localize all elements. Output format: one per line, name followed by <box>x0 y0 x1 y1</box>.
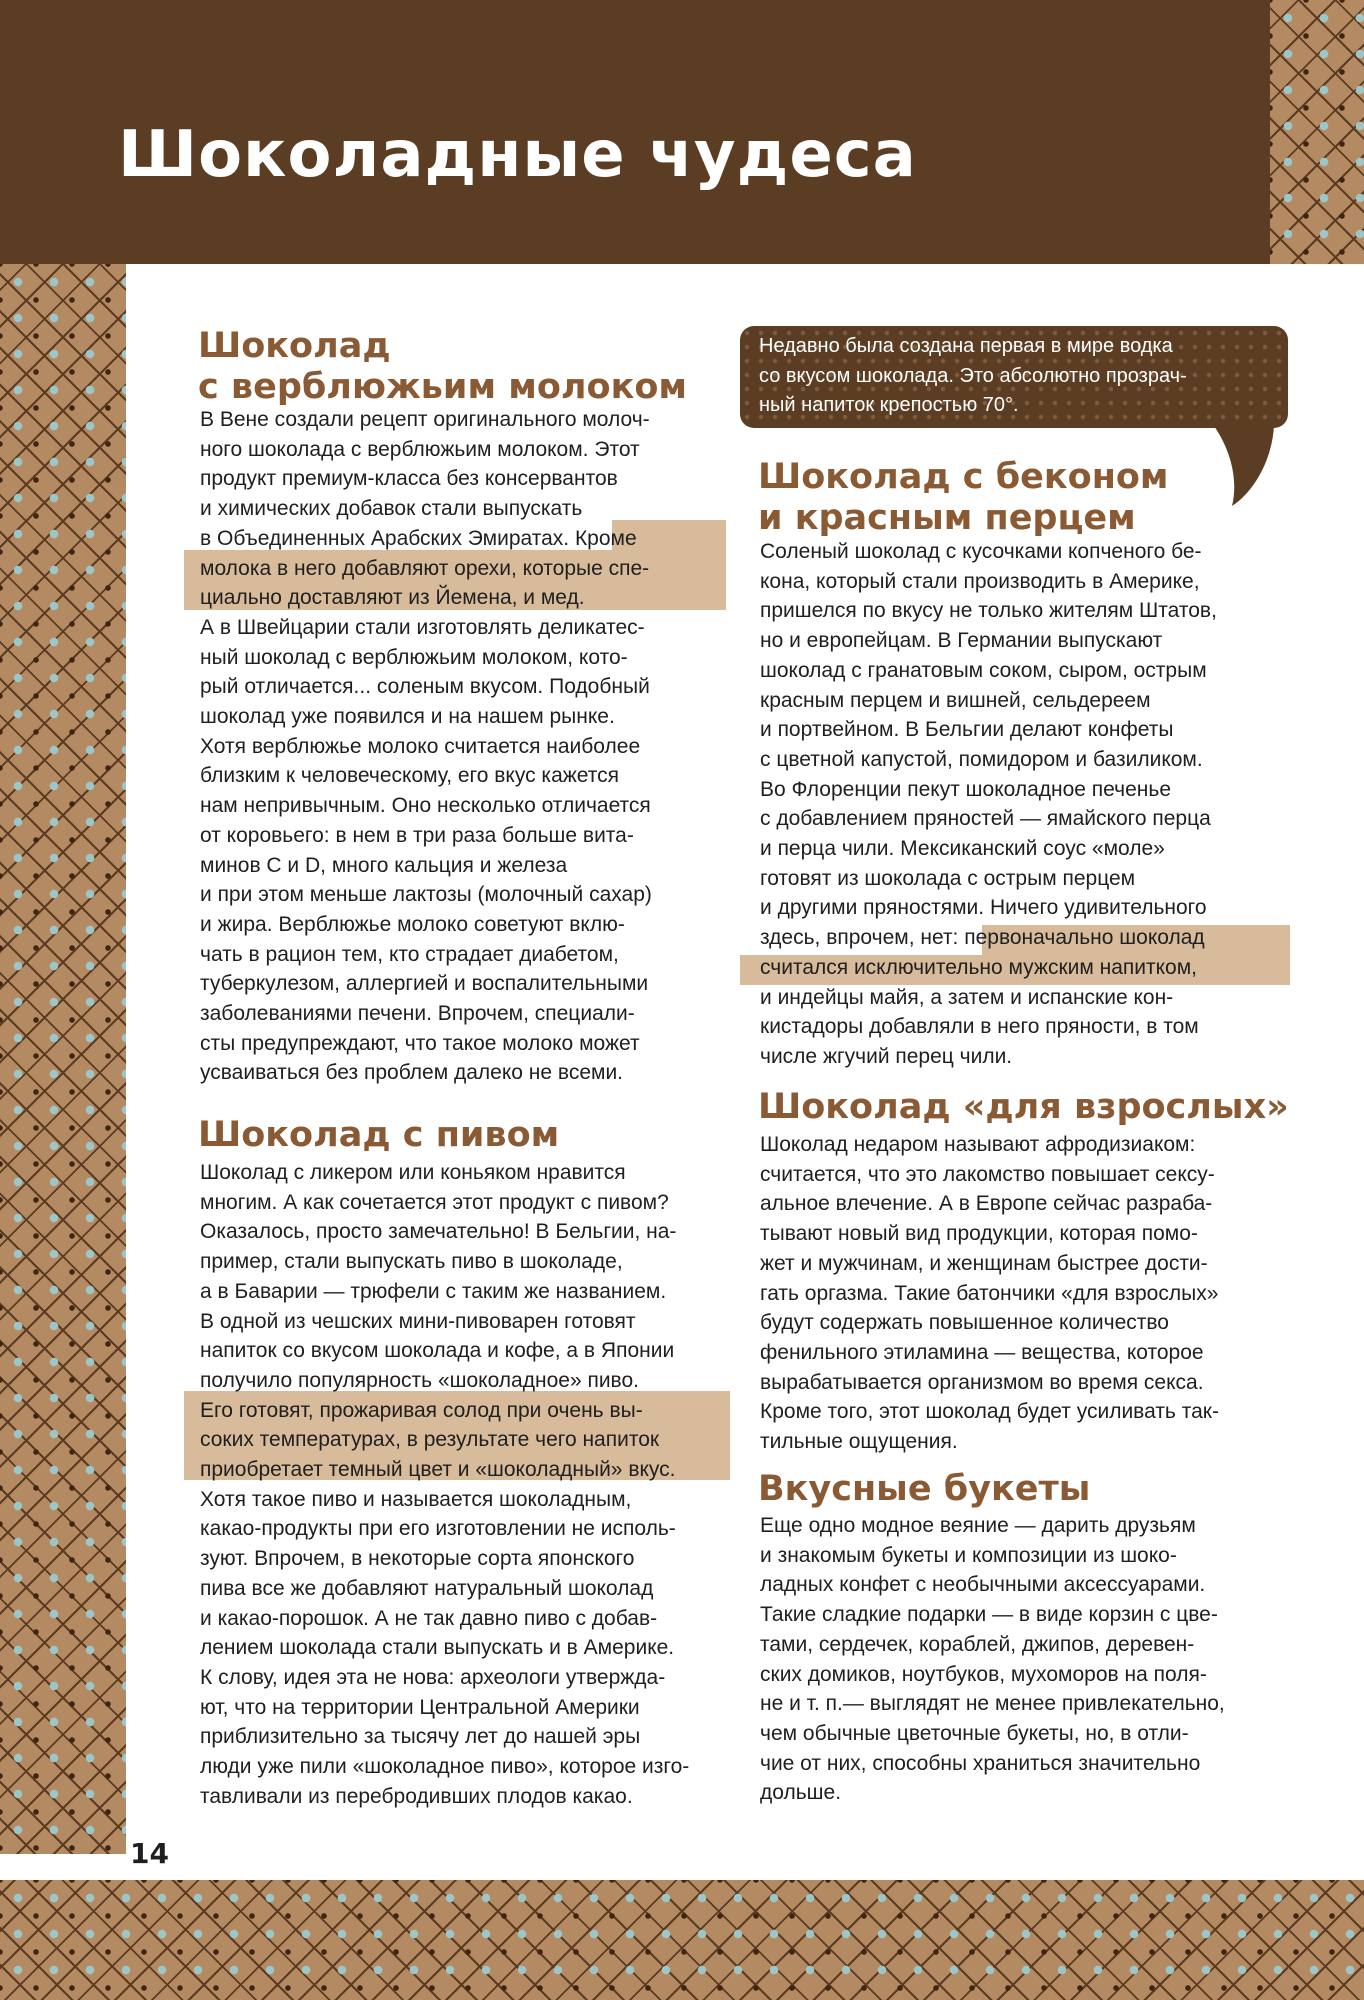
callout-text: Недавно была создана первая в мире водка со вкусом шоколада. Это абсолютно прозрач- ный напиток крепостью 70°. <box>759 335 1187 417</box>
section-title-bacon: Шоколад с беконом и красным перцем <box>758 457 1169 538</box>
decorative-pattern-left <box>0 264 126 1854</box>
page-number: 14 <box>130 1837 169 1870</box>
callout-tail <box>1214 426 1274 508</box>
section-text-camel-milk: В Вене создали рецепт оригинального молоч- ного шоколада с верблюжьим молоком. Этот продукт премиум-класса без консервантов и химических добавок стали выпускать в Объединенных Арабских Эмиратах. Кроме молока в него добавляют орехи, которые спе- циально доставляют из Йемена, и мед. А в Швейцарии стали изготовлять деликатес- ный шоколад с верблюжьим молоком, кото- рый отличается... соленым вкусом. Подобный шоколад уже появился и на нашем рынке. Хотя верблюжье молоко считается наиболее близким к человеческому, его вкус кажется нам непривычным. Оно несколько отличается от коровьего: в нем в три раза больше вита- минов С и D, много кальция и железа и при этом меньше лактозы (молочный сахар) и жира. Верблюжье молоко советуют вклю- чать в рацион тем, кто страдает диабетом, туберкулезом, аллергией и воспалительными заболеваниями печени. Впрочем, специали- сты предупреждают, что такое молоко может усваиваться без проблем далеко не всеми. <box>200 408 652 1085</box>
section-title-bouquets: Вкусные букеты <box>758 1469 1091 1509</box>
section-text-beer: Шоколад с ликером или коньяком нравится многим. А как сочетается этот продукт с пивом? Оказалось, просто замечательно! В Бельгии, на- пример, стали выпускать пиво в шоколаде, а в Баварии — трюфели с таким же названием. В одной из чешских мини-пивоварен готовят напиток со вкусом шоколада и кофе, а в Японии получило популярность «шоколадное» пиво. Его готовят, прожаривая солод при очень вы- соких температурах, в результате чего напиток приобретает темный цвет и «шоколадный» вкус. Хотя такое пиво и называется шоколадным, какао-продукты при его изготовлении не исполь- зуют. Впрочем, в некоторые сорта японского пива все же добавляют натуральный шоколад и какао-порошок. А не так давно пиво с добав- лением шоколада стали выпускать и в Америке. К слову, идея эта не нова: археологи утвержда- ют, что на территории Центральной Америки приблизительно за тысячу лет до нашей эры люди уже пили «шоколадное пиво», которое изго- тавливали из перебродивших плодов какао. <box>200 1161 690 1808</box>
section-text-bouquets: Еще одно модное веяние — дарить друзьям и знакомым букеты и композиции из шоко- ладных конфет с необычными аксессуарами. Такие сладкие подарки — в виде корзин с цве- тами, сердечек, кораблей, джипов, деревен- ских домиков, ноутбуков, мухоморов на поля- не и т. п.— выглядят не менее привлекательно, чем обычные цветочные букеты, но, в отли- чие от них, способны храниться значительно дольше. <box>760 1514 1225 1805</box>
decorative-pattern-top-right <box>1270 0 1364 264</box>
page-title: Шоколадные чудеса <box>118 118 917 192</box>
section-text-bacon: Соленый шоколад с кусочками копченого бе- кона, который стали производить в Америке, пришелся по вкусу не только жителям Штатов, но и европейцам. В Германии выпускают шоколад с гранатовым соком, сыром, острым красным перцем и вишней, сельдереем и портвейном. В Бельгии делают конфеты с цветной капустой, помидором и базиликом. Во Флоренции пекут шоколадное печенье с добавлением пряностей — ямайского перца и перца чили. Мексиканский соус «моле» готовят из шоколада с острым перцем и другими пряностями. Ничего удивительного здесь, впрочем, нет: первоначально шоколад считался исключительно мужским напитком, и индейцы майя, а затем и испанские кон- кистадоры добавляли в него пряности, в том числе жгучий перец чили. <box>760 540 1217 1068</box>
section-title-beer: Шоколад с пивом <box>198 1115 560 1155</box>
section-title-camel-milk: Шоколад с верблюжьим молоком <box>198 326 687 407</box>
section-title-adult: Шоколад «для взрослых» <box>758 1087 1289 1127</box>
section-text-adult: Шоколад недаром называют афродизиаком: считается, что это лакомство повышает сексу- альное влечение. А в Европе сейчас разраба- тывают новый вид продукции, которая помо- жет и мужчинам, и женщинам быстрее дости- гать оргазма. Такие батончики «для взрослых» будут содержать повышенное количество фенильного этиламина — вещества, которое вырабатывается организмом во время секса. Кроме того, этот шоколад будет усиливать так- тильные ощущения. <box>760 1133 1219 1454</box>
decorative-pattern-bottom <box>0 1880 1364 2000</box>
